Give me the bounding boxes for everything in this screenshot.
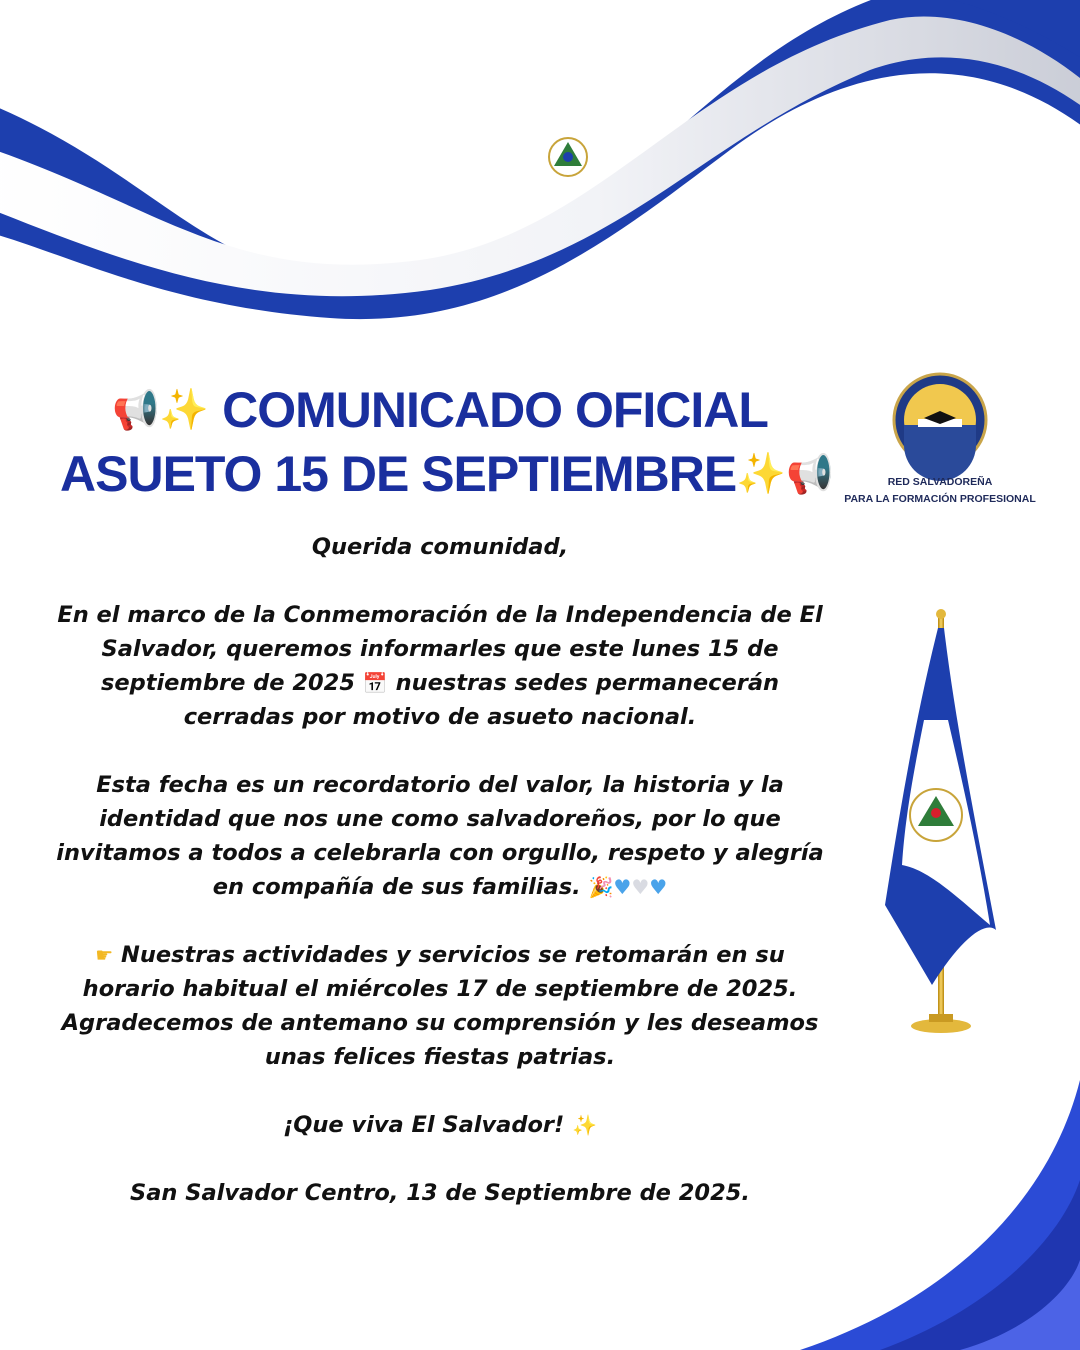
- flag-ribbon: [0, 0, 1080, 319]
- paragraph-closure-part-b: nuestras sedes permanecerán cerradas por motivo de asueto nacional.: [183, 670, 780, 730]
- standing-flag: [885, 609, 996, 1033]
- party-popper-icon: 🎉: [588, 875, 614, 899]
- closing-cheer-text: ¡Que viva El Salvador!: [282, 1112, 565, 1138]
- headline: [60, 378, 834, 506]
- greeting: Querida comunidad,: [311, 534, 569, 560]
- logo-caption: [830, 474, 1050, 508]
- closing-cheer: [55, 1108, 825, 1142]
- paragraph-closure-part-a: En el marco de la Conmemoración de la Independencia de El Salvador, queremos informarles que este lunes 15 de septiembre de 2025: [57, 602, 823, 696]
- paragraph-resume: [55, 938, 825, 1074]
- megaphone-icon: 📢: [786, 452, 834, 496]
- white-heart-icon: ♥: [631, 875, 650, 899]
- headline-line-2: [60, 442, 834, 506]
- paragraph-closure: [55, 598, 825, 734]
- megaphone-icon: 📢: [112, 388, 160, 432]
- sparkles-icon: ✨: [572, 1113, 598, 1137]
- headline-line-1: [60, 378, 820, 442]
- sparkles-icon: ✨: [159, 387, 210, 433]
- pointing-hand-icon: ☛: [95, 943, 114, 967]
- paragraph-meaning-text: Esta fecha es un recordatorio del valor, la historia y la identidad que nos une como salvadoreños, por lo que invitamos a todos a celebrarla con orgullo, respeto y alegría en compañía de sus familias.: [56, 772, 824, 900]
- corner-swoosh: [800, 1080, 1080, 1350]
- paragraph-meaning: [55, 768, 825, 904]
- paragraph-resume-text: Nuestras actividades y servicios se retomarán en su horario habitual el miércoles 17 de septiembre de 2025. Agradecemos de antemano su comprensión y les deseamos unas felices fiestas patrias.: [61, 942, 819, 1070]
- signature-line: San Salvador Centro, 13 de Septiembre de 2025.: [130, 1180, 750, 1206]
- blue-heart-icon: ♥: [613, 875, 632, 899]
- logo-name-line-2: PARA LA FORMACIÓN PROFESIONAL: [844, 493, 1036, 505]
- announcement-body: [55, 530, 825, 1244]
- sparkles-icon: ✨: [736, 451, 787, 497]
- headline-subtitle: ASUETO 15 DE SEPTIEMBRE: [60, 446, 737, 502]
- blue-heart-icon: ♥: [649, 875, 668, 899]
- headline-title: COMUNICADO OFICIAL: [222, 382, 768, 438]
- logo-name-line-1: RED SALVADOREÑA: [887, 476, 993, 488]
- organization-logo: [894, 374, 986, 481]
- calendar-icon: 📅: [362, 671, 388, 695]
